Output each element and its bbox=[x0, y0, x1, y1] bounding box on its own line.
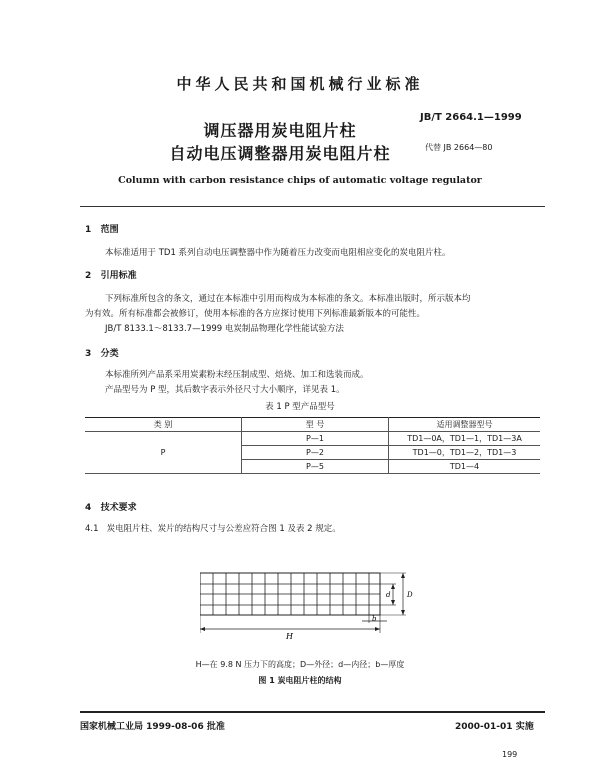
label-d: d bbox=[386, 591, 391, 599]
english-title: Column with carbon resistance chips of automatic voltage regulator bbox=[118, 175, 482, 186]
standard-category: 中华人民共和国机械行业标准 bbox=[176, 75, 424, 93]
figure-1-drawing bbox=[200, 565, 420, 640]
label-D: D bbox=[407, 591, 413, 599]
section-2-text-2: 为有效。所有标准都会被修订，使用本标准的各方应探讨使用下列标准最新版本的可能性。 bbox=[85, 309, 426, 319]
section-3-text-2: 产品型号为 P 型，其后数字表示外径尺寸大小顺序，详见表 1。 bbox=[105, 385, 345, 395]
category-cell: P bbox=[85, 432, 242, 474]
model-cell: P—2 bbox=[242, 446, 389, 460]
page-number: 199 bbox=[502, 750, 518, 759]
regulator-cell: TD1—0A，TD1—1，TD1—3A bbox=[389, 432, 541, 446]
table-1-caption: 表 1 P 型产品型号 bbox=[265, 402, 335, 412]
table-row bbox=[85, 432, 540, 446]
subsection-4-1: 4.1 炭电阻片柱、炭片的结构尺寸与公差应符合图 1 及表 2 规定。 bbox=[85, 524, 341, 534]
section-3-text-1: 本标准所列产品系采用炭素粉末经压制成型、焙烧、加工和选装而成。 bbox=[105, 370, 369, 380]
model-cell: P—1 bbox=[242, 432, 389, 446]
standard-number: JB/T 2664.1—1999 bbox=[420, 112, 522, 123]
col-header-model: 型 号 bbox=[242, 418, 389, 432]
section-2-text-1: 下列标准所包含的条文，通过在本标准中引用而构成为本标准的条文。本标准出版时，所示版本均 bbox=[105, 294, 471, 304]
title-line-2: 自动电压调整器用炭电阻片柱 bbox=[169, 144, 391, 163]
replaces-note: 代替 JB 2664—80 bbox=[425, 143, 493, 152]
col-header-regulator: 适用调整器型号 bbox=[389, 418, 541, 432]
table-header-row bbox=[85, 418, 540, 432]
reference-standard: JB/T 8133.1～8133.7—1999 电炭制品物理化学性能试验方法 bbox=[105, 324, 344, 334]
section-3-heading: 3 分类 bbox=[85, 349, 119, 359]
title-line-1: 调压器用炭电阻片柱 bbox=[203, 121, 357, 140]
approval-date: 国家机械工业局 1999-08-06 批准 bbox=[80, 722, 225, 732]
implementation-date: 2000-01-01 实施 bbox=[455, 722, 534, 732]
figure-1-legend: H—在 9.8 N 压力下的高度；D—外径；d—内径；b—厚度 bbox=[195, 660, 405, 669]
header-divider bbox=[80, 206, 545, 207]
table-1 bbox=[85, 417, 540, 474]
section-4-heading: 4 技术要求 bbox=[85, 503, 137, 513]
footer-divider bbox=[80, 711, 545, 713]
section-1-heading: 1 范围 bbox=[85, 225, 119, 235]
label-H: H bbox=[286, 632, 293, 640]
regulator-cell: TD1—0，TD1—2，TD1—3 bbox=[389, 446, 541, 460]
col-header-category: 类 别 bbox=[85, 418, 242, 432]
label-b: b bbox=[372, 615, 377, 623]
regulator-cell: TD1—4 bbox=[389, 460, 541, 474]
figure-1-caption: 图 1 炭电阻片柱的结构 bbox=[258, 676, 342, 685]
section-2-heading: 2 引用标准 bbox=[85, 271, 137, 281]
model-cell: P—5 bbox=[242, 460, 389, 474]
section-1-text: 本标准适用于 TD1 系列自动电压调整器中作为随着压力改变而电阻相应变化的炭电阻片柱。 bbox=[105, 248, 451, 258]
